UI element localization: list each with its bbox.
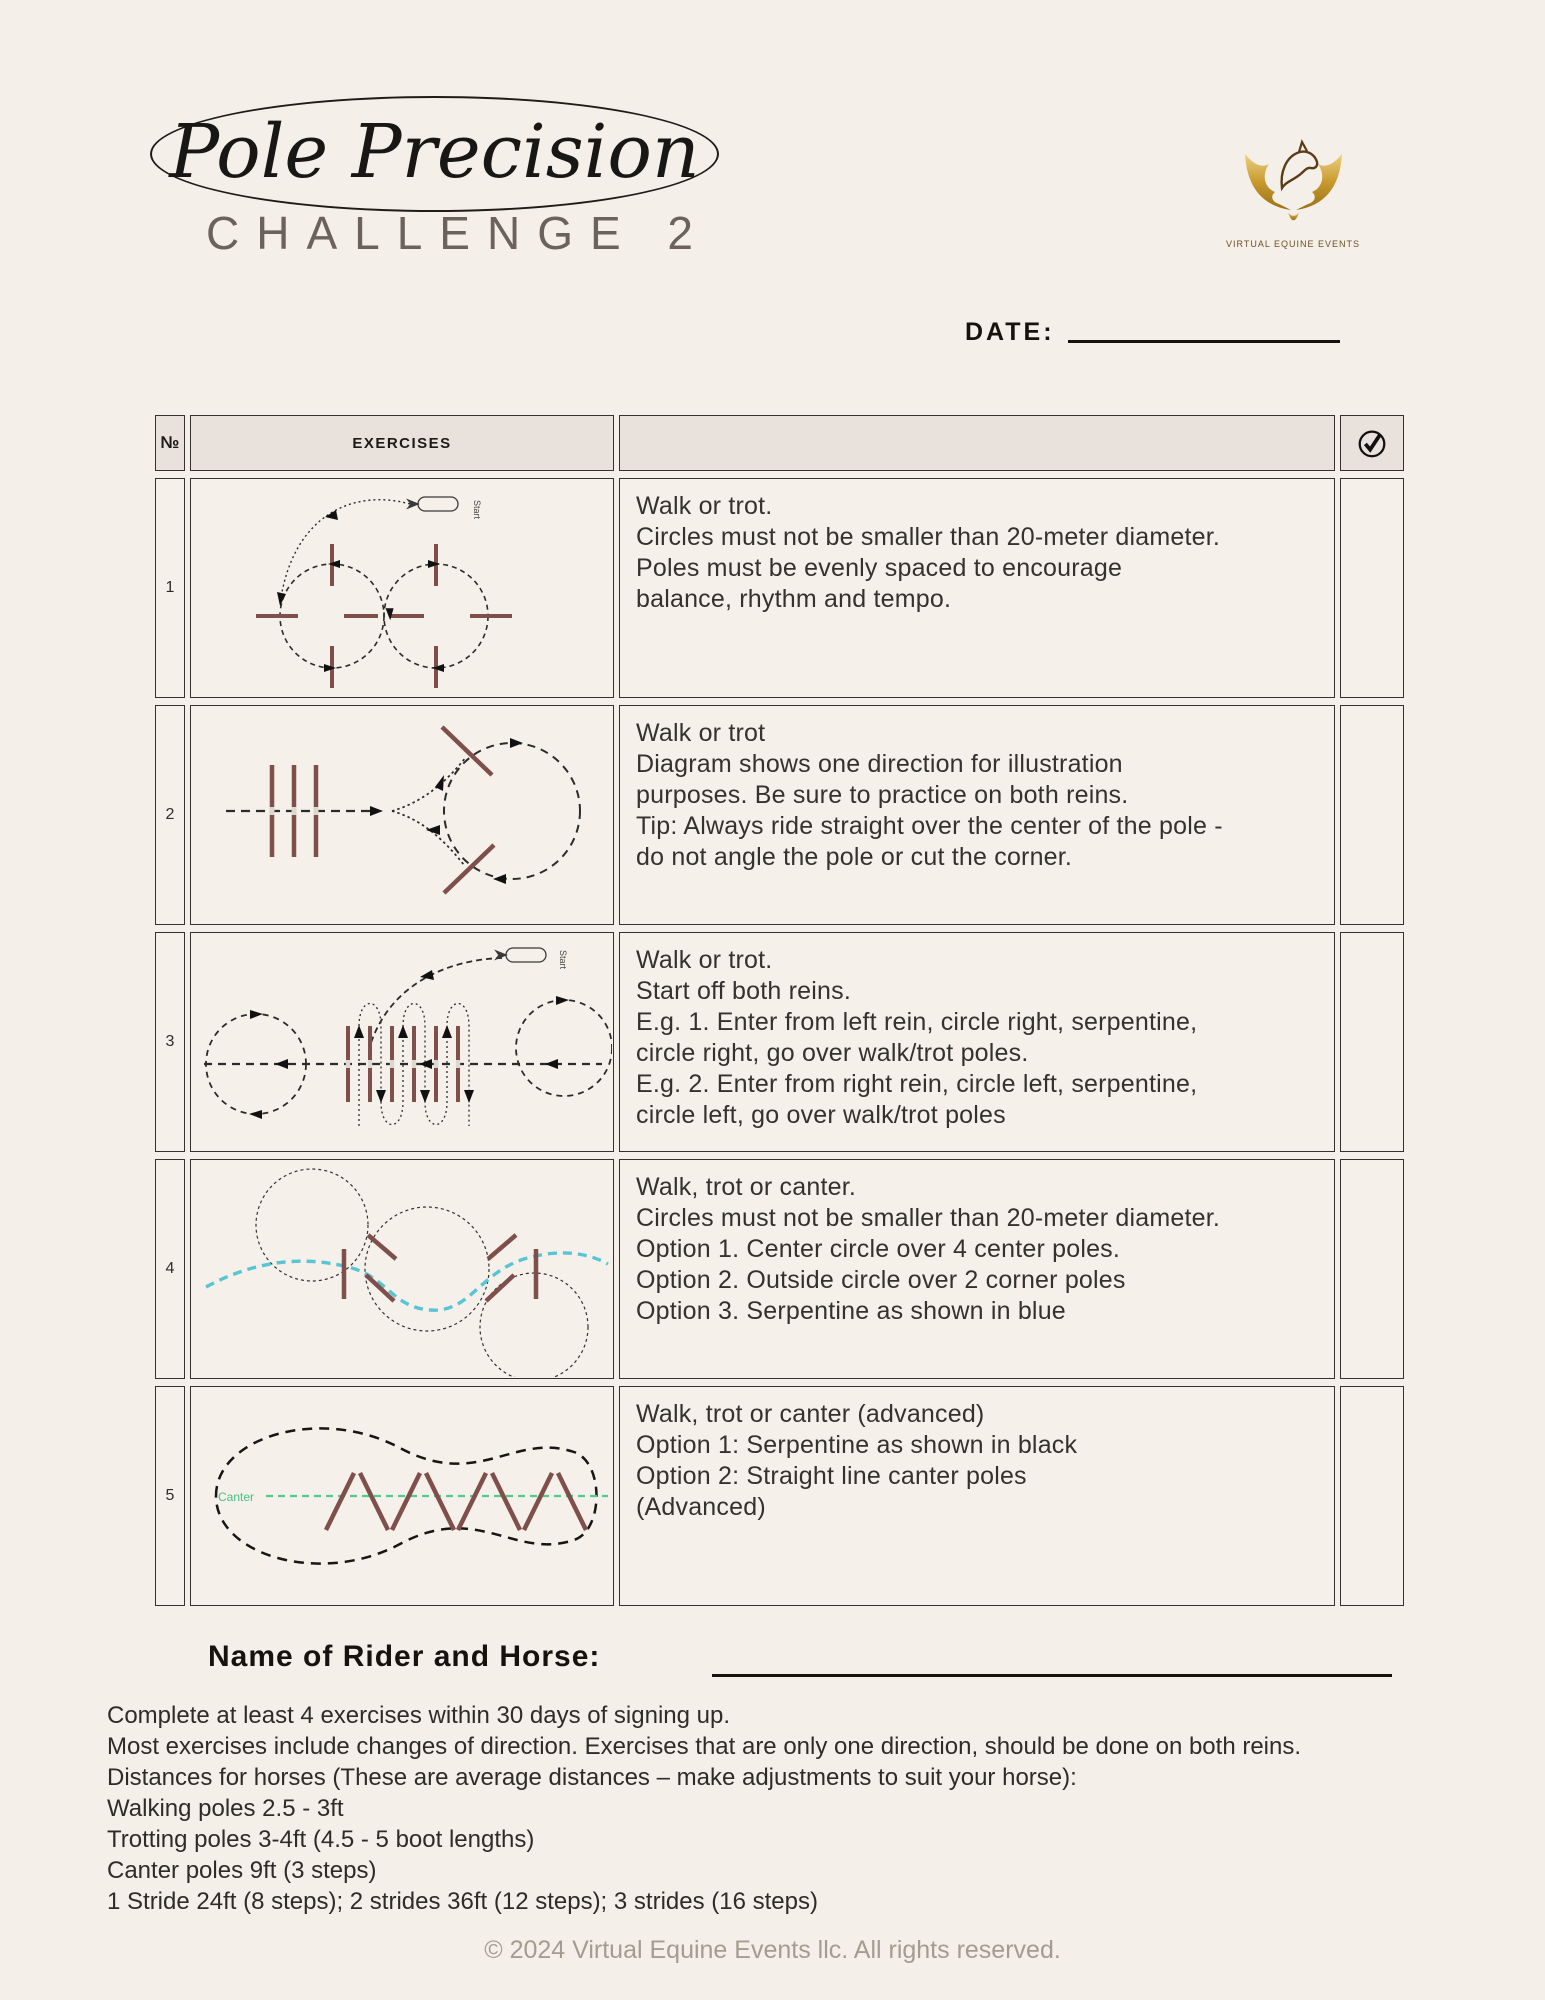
direction-arrows xyxy=(277,510,444,672)
row-1-number: 1 xyxy=(155,478,185,698)
start-horse-icon xyxy=(496,948,546,962)
exercise-table xyxy=(155,415,1404,1606)
blue-serpentine-path xyxy=(206,1253,608,1310)
start-label: Start xyxy=(558,950,568,970)
row-3-diagram-cell xyxy=(190,932,614,1152)
copyright-notice: © 2024 Virtual Equine Events llc. All rights reserved. xyxy=(484,1936,1061,1964)
row-1-description xyxy=(619,478,1335,698)
instructions-block xyxy=(107,1700,1301,1917)
description-line: Option 1: Serpentine as shown in black xyxy=(636,1431,1078,1459)
rider-horse-name-label: Name of Rider and Horse: xyxy=(208,1640,601,1673)
row-5-description xyxy=(619,1386,1335,1606)
start-label: Start xyxy=(472,500,482,520)
row-2-number: 2 xyxy=(155,705,185,925)
description-line: E.g. 2. Enter from right rein, circle left, serpentine, circle left, go over walk/trot poles xyxy=(636,1070,1198,1129)
brand-logo xyxy=(1218,132,1368,249)
row-5-number: 5 xyxy=(155,1386,185,1606)
description-line: Start off both reins. xyxy=(636,977,851,1005)
date-label: DATE: xyxy=(965,318,1055,346)
row-1-checkbox[interactable] xyxy=(1340,478,1404,698)
date-fill-line[interactable] xyxy=(1068,340,1340,343)
row-4-diagram-cell xyxy=(190,1159,614,1379)
description-line: Option 1. Center circle over 4 center poles. xyxy=(636,1235,1121,1263)
row-3-description xyxy=(619,932,1335,1152)
row-3-checkbox[interactable] xyxy=(1340,932,1404,1152)
circled-checkmark-icon xyxy=(1355,426,1389,460)
description-line: Diagram shows one direction for illustration purposes. Be sure to practice on both reins. xyxy=(636,750,1129,809)
exercise-2-diagram xyxy=(192,707,612,923)
row-4-checkbox[interactable] xyxy=(1340,1159,1404,1379)
instruction-line: Distances for horses (These are average distances – make adjustments to suit your horse): xyxy=(107,1764,1077,1791)
winged-horse-icon xyxy=(1236,132,1351,232)
instruction-line: Canter poles 9ft (3 steps) xyxy=(107,1857,377,1884)
page-subtitle: CHALLENGE 2 xyxy=(206,207,711,259)
header-cell-check xyxy=(1340,415,1404,471)
description-line: Poles must be evenly spaced to encourage balance, rhythm and tempo. xyxy=(636,554,1123,613)
row-2-diagram-cell xyxy=(190,705,614,925)
instruction-line: Trotting poles 3-4ft (4.5 - 5 boot lengths) xyxy=(107,1826,535,1853)
instruction-line: 1 Stride 24ft (8 steps); 2 strides 36ft (12 steps); 3 strides (16 steps) xyxy=(107,1888,818,1915)
exercise-4-diagram xyxy=(192,1161,612,1377)
rider-horse-name-fill-line[interactable] xyxy=(712,1674,1392,1677)
zigzag-poles xyxy=(326,1473,586,1530)
row-4-number: 4 xyxy=(155,1159,185,1379)
exercise-3-diagram xyxy=(192,934,612,1150)
row-3-number: 3 xyxy=(155,932,185,1152)
page-title: Pole Precision xyxy=(169,109,700,195)
exercise-1-diagram xyxy=(192,480,612,696)
description-line: Walk or trot. xyxy=(636,946,773,974)
brand-name: VIRTUAL EQUINE EVENTS xyxy=(1225,239,1361,249)
instruction-line: Complete at least 4 exercises within 30 days of signing up. xyxy=(107,1702,731,1729)
description-line: Option 2. Outside circle over 2 corner poles xyxy=(636,1266,1126,1294)
row-4-description xyxy=(619,1159,1335,1379)
description-line: Tip: Always ride straight over the center of the pole - do not angle the pole or cut the corner. xyxy=(636,812,1223,871)
row-5-diagram-cell xyxy=(190,1386,614,1606)
description-line: Walk, trot or canter. xyxy=(636,1173,857,1201)
row-2-description xyxy=(619,705,1335,925)
exercises-column-header: EXERCISES xyxy=(352,434,452,452)
canter-label: Canter xyxy=(218,1490,255,1504)
row-1-diagram-cell xyxy=(190,478,614,698)
header-cell-number xyxy=(155,415,185,471)
instruction-line: Most exercises include changes of direction. Exercises that are only one direction, should be done on both reins. xyxy=(107,1733,1302,1760)
row-2-checkbox[interactable] xyxy=(1340,705,1404,925)
description-line: Circles must not be smaller than 20-meter diameter. xyxy=(636,523,1221,551)
number-column-header: № xyxy=(160,433,180,452)
instruction-line: Walking poles 2.5 - 3ft xyxy=(107,1795,344,1822)
description-line: Option 2: Straight line canter poles xyxy=(636,1462,1027,1490)
exercise-5-diagram xyxy=(192,1388,612,1604)
description-line: Option 3. Serpentine as shown in blue xyxy=(636,1297,1066,1325)
description-line: Walk or trot xyxy=(636,719,766,747)
header-cell-exercises xyxy=(190,415,614,471)
row-5-checkbox[interactable] xyxy=(1340,1386,1404,1606)
description-line: Circles must not be smaller than 20-meter diameter. xyxy=(636,1204,1221,1232)
description-line: Walk or trot. xyxy=(636,492,773,520)
description-line: Walk, trot or canter (advanced) xyxy=(636,1400,985,1428)
description-line: (Advanced) xyxy=(636,1493,766,1521)
date-row xyxy=(965,318,1055,347)
description-line: E.g. 1. Enter from left rein, circle right, serpentine, circle right, go over walk/trot poles. xyxy=(636,1008,1198,1067)
title-ellipse xyxy=(150,96,719,212)
start-horse-icon xyxy=(408,497,458,511)
direction-arrows xyxy=(249,970,569,1119)
header-cell-description xyxy=(619,415,1335,471)
